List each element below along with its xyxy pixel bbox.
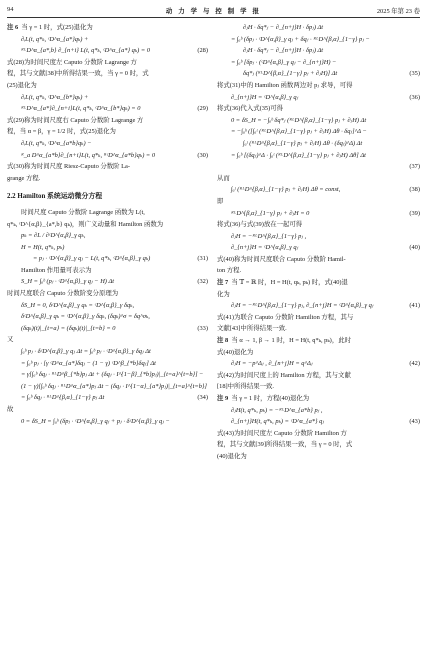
equation-number: (29) bbox=[197, 105, 208, 113]
equation-31 bbox=[7, 253, 208, 265]
note-label: 注 6 bbox=[7, 24, 19, 31]
equation-line: = ∫ₐᵇ [(δqⱼ)^Δ · ∫ₐᵗ (ᴿᴸD^{β,α}_{1−γ} pⱼ + ∂ⱼH) Δθ] Δt bbox=[231, 151, 366, 159]
paragraph-line: 式(40)称为时间尺度联合 Caputo 分数阶 Hamil- bbox=[217, 255, 346, 263]
note-text: 当 γ = 1 时，式(25)退化为 bbox=[21, 24, 93, 31]
equation-30 bbox=[7, 150, 208, 162]
equation-text: = pⱼ · ᶜD^{α,β}_γ qⱼ − L(t, q*ₖ, ᶜD^{α,β}_γ qₖ) bbox=[33, 255, 151, 263]
equation-34 bbox=[7, 392, 208, 404]
note-7 bbox=[217, 277, 420, 289]
paragraph-line: 式(42)为时间尺度上的 Hamilton 方程，其与文献 bbox=[217, 371, 351, 379]
equation-line: δS_H = 0, δᶜD^{α,β}_γ qₖ = ᶜD^{α,β}_γ δqₖ, bbox=[21, 301, 135, 309]
note-9 bbox=[217, 393, 420, 405]
paragraph-line: [18]中所得结果一致. bbox=[217, 383, 274, 391]
equation-38 bbox=[217, 184, 420, 196]
paragraph-line: 式(41)为联合 Caputo 分数阶 Hamilton 方程，其与 bbox=[217, 313, 354, 321]
paragraph-line: 式(30)称为时间尺度 Riesz-Caputo 分数阶 La- bbox=[7, 163, 131, 171]
note-label: 注 7 bbox=[217, 279, 229, 287]
paragraph-line: 程，其与文献[38]中所得结果一致，当 γ = 0 时，式 bbox=[7, 70, 149, 78]
equation-line: ∫ₐᵇ pⱼ · δᶜD^{α,β}_γ qⱼ Δt = ∫ₐᵇ pⱼ · ᶜD^{α,β}_γ δqⱼ Δt bbox=[21, 348, 151, 356]
equation-line: ∂ⱼH · δq*ⱼ − ∂_{n+j}H · δpⱼ) Δt bbox=[243, 47, 324, 55]
paragraph-line: (40)退化为 bbox=[217, 452, 247, 460]
equation-32 bbox=[7, 276, 208, 288]
paragraph-line: 将式(31)中的 Hamilton 函数两边对 pⱼ 求导，可得 bbox=[217, 81, 353, 89]
paragraph-line: 化为 bbox=[217, 290, 230, 298]
paragraph-line: ton 方程. bbox=[217, 267, 242, 275]
equation-line: ∂ⱼH · δq*ⱼ − ∂_{n+j}H · δpⱼ) Δt bbox=[243, 24, 324, 31]
journal-title: 动 力 学 与 控 制 学 报 bbox=[165, 8, 262, 15]
paragraph-line: 又 bbox=[7, 336, 14, 344]
equation-number: (43) bbox=[409, 418, 420, 426]
paragraph-line: 式(43)为时间尺度左 Caputo 分数阶 Hamilton 方 bbox=[217, 429, 347, 437]
equation-number: (31) bbox=[197, 255, 208, 263]
equation-42 bbox=[217, 358, 420, 370]
equation-28 bbox=[7, 45, 208, 57]
equation-line: 0 = δS_H = ∫ₐᵇ (δpⱼ · ᶜD^{α,β}_γ qⱼ + pⱼ · δᶜD^{α,β}_γ qⱼ − bbox=[21, 417, 170, 425]
equation-line: ∂ⱼH(t, q*ₖ, pₖ) = −ᴿᴸD^α_{a*b} pⱼ , bbox=[231, 406, 323, 414]
note-8 bbox=[217, 335, 420, 347]
paragraph-line: 式(29)称为时间尺度右 Caputo 分数阶 Lagrange 方 bbox=[7, 116, 144, 124]
paragraph-line: 式(40)退化为 bbox=[217, 348, 254, 356]
note-6 bbox=[7, 22, 208, 34]
equation-line: ∂ⱼH = −ᴿᴸD^{β,α}_{1−γ} pⱼ , bbox=[231, 232, 307, 240]
equation-number: (38) bbox=[409, 186, 420, 194]
paragraph-line: 时间尺度 Caputo 分数阶 Lagrange 函数为 L(t, bbox=[21, 208, 145, 216]
equation-text: ∂_{n+j}H(t, q*ₖ, pₖ) = ᶜD^α_{a*} qⱼ bbox=[231, 418, 325, 426]
left-column bbox=[7, 22, 208, 427]
equation-text: ∂ⱼH = −ᴿᴸD^{β,α}_{1−γ} pⱼ, ∂_{n+j}H = ᶜD^{α,β}_γ qⱼ bbox=[231, 302, 374, 310]
equation-40 bbox=[217, 242, 420, 254]
equation-text: ᴿᴸD^α_{a*}∂_{n+i}L(t, q*ₖ, ᶜD^α_{b*}qₖ) = 0 bbox=[21, 105, 141, 113]
equation-line: 0 = δS_H = −∫ₐᵇ δq*ⱼ (ᴿᴸD^{β,α}_{1−γ} pⱼ + ∂ⱼH) Δt bbox=[231, 116, 367, 124]
equation-text: ∂_{n+j}H = ᶜD^{α,β}_γ qⱼ bbox=[231, 93, 299, 101]
equation-line: ∂ᵢL(t, q*ₖ, ᶜD^α_{a*}qₖ) + bbox=[21, 35, 89, 43]
note-text: 当 α → 1, β → 1 时，H = H(t, q*ₖ, pₖ)，此时 bbox=[231, 337, 351, 345]
equation-text: = ∫ₐᵇ δqⱼ · ᴿᴸD^{β,α}_{1−γ} pⱼ Δt bbox=[21, 394, 105, 402]
paragraph-line: q*ₖ, ᶜD^{α,β}_{a*,b} qₖ)，则广义动量和 Hamilton 函数为 bbox=[7, 220, 164, 228]
equation-36 bbox=[217, 92, 420, 104]
paragraph-line: 式(28)为时间尺度左 Caputo 分数阶 Lagrange 方 bbox=[7, 58, 137, 66]
equation-line: δᶜD^{α,β}_γ qₖ = ᶜD^{α,β}_γ δqₖ, (δqₖ)^σ = δq^σₖ, bbox=[21, 313, 150, 321]
equation-text: ᴿᴸD^α_{a*,b} ∂_{n+i} L(t, q*ₖ, ᶜD^α_{a*} qₖ) = 0 bbox=[21, 47, 150, 55]
equation-text: ∫ₐᵗ (ᴿᴸD^{β,α}_{1−γ} pⱼ + ∂ⱼH) Δθ = const, bbox=[231, 186, 341, 194]
equation-text: δq*ⱼ (ᴿᴸD^{β,α}_{1−γ} pⱼ + ∂ⱼH)] Δt bbox=[243, 70, 338, 78]
equation-number: (42) bbox=[409, 360, 420, 368]
equation-43 bbox=[217, 416, 420, 428]
paragraph-line: 文献[43]中所得结果一致. bbox=[217, 325, 287, 333]
paragraph-line: Hamilton 作用量可表示为 bbox=[21, 266, 92, 274]
equation-number: (35) bbox=[409, 70, 420, 78]
equation-line: = −∫ₐᵇ ([∫ₐᵗ (ᴿᴸD^{β,α}_{1−γ} pⱼ + ∂ⱼH) Δθ · δqⱼ]^Δ − bbox=[231, 128, 367, 136]
equation-line: ∫ₐᵗ (ᴿᴸD^{β,α}_{1−γ} pⱼ + ∂ⱼH) Δθ · (δqⱼ)^Δ) Δt bbox=[243, 139, 363, 147]
equation-number: (39) bbox=[409, 209, 420, 217]
equation-line: = ∫ₐᵇ pⱼ · [γ ᶜD^α_{a*}δqⱼ − (1 − γ) ᶜD^β_{*b}δqⱼ] Δt bbox=[21, 359, 156, 367]
paragraph-line: 故 bbox=[7, 406, 14, 413]
equation-text: S_H = ∫ₐᵇ (pⱼ · ᶜD^{α,β}_γ qⱼ − H) Δt bbox=[21, 278, 115, 286]
equation-line: = γ[∫ₐᵇ δqⱼ · ᴿᴸD^β_{*b}pⱼ Δt + (δqⱼ · I^{1−β}_{*b}pⱼ)|_{t=a}^{t=b}] − bbox=[21, 371, 204, 379]
equation-line: pₖ = ∂L / ∂ᶜD^{α,β}_γ qₖ, bbox=[21, 232, 86, 240]
equation-line: = ∫ₐᵇ [δpⱼ · (ᶜD^{α,β}_γ qⱼ − ∂_{n+j}H) − bbox=[231, 58, 337, 66]
equation-text: ᴿᴸD^{β,α}_{1−γ} pⱼ + ∂ⱼH = 0 bbox=[231, 209, 310, 217]
equation-line: ∂ᵢL(t, q*ₖ, ᶜD^α_{b*}qₖ) + bbox=[21, 93, 89, 101]
equation-41 bbox=[217, 300, 420, 312]
page-number: 94 bbox=[7, 6, 14, 13]
equation-37-number-line bbox=[217, 161, 420, 173]
note-text: 当 𝕋 = ℝ 时，H = H(t, qₖ, pₖ) 时，式(40)退 bbox=[231, 279, 348, 287]
paragraph-line: 将式(36)代入式(35)可得 bbox=[217, 105, 284, 113]
equation-number: (36) bbox=[409, 93, 420, 101]
equation-text: ∂ⱼH = −p^Δⱼ , ∂_{n+j}H = q^Δⱼ bbox=[231, 360, 313, 368]
equation-number: (32) bbox=[197, 278, 208, 286]
equation-text: ᴿ_a D^α_{a*b}∂_{n+i}L(t, q*ₖ, ᴿᶜD^α_{a*b}qₖ) = 0 bbox=[21, 151, 156, 159]
equation-text: (δqₖ)(t)|_{t=a} = (δqₖ)(t)|_{t=b} = 0 bbox=[21, 324, 116, 332]
paragraph-line: 从而 bbox=[217, 174, 230, 182]
paragraph-line: grange 方程. bbox=[7, 174, 41, 182]
note-label: 注 8 bbox=[217, 337, 229, 345]
equation-line: (1 − γ)[∫ₐᵇ δqⱼ · ᴿᴸD^α_{a*}pⱼ Δt − (δqⱼ · I^{1−α}_{a*}pⱼ)|_{t=a}^{t=b}] bbox=[21, 382, 207, 390]
equation-number: (41) bbox=[409, 302, 420, 310]
equation-line: ∂ᵢL(t, q*ₖ, ᶜD^α_{a*b}qₖ) − bbox=[21, 139, 92, 147]
equation-39 bbox=[217, 208, 420, 220]
paragraph-line: 即 bbox=[217, 197, 224, 205]
equation-number: (28) bbox=[197, 47, 208, 55]
right-column bbox=[217, 22, 420, 463]
header-rule bbox=[7, 17, 420, 18]
note-label: 注 9 bbox=[217, 395, 229, 402]
paragraph-line: 将式(36)与式(39)放在一起可得 bbox=[217, 221, 303, 229]
note-text: 当 γ = 1 时，方程(40)退化为 bbox=[231, 395, 310, 402]
equation-line: H = H(t, q*ₖ, pₖ) bbox=[21, 243, 65, 251]
equation-29 bbox=[7, 103, 208, 115]
equation-text: ∂_{n+j}H = ᶜD^{α,β}_γ qⱼ bbox=[231, 244, 299, 252]
paragraph-line: 程，当 α = β，γ = 1/2 时，式(25)退化为 bbox=[7, 128, 116, 136]
paragraph-line: (25)退化为 bbox=[7, 81, 37, 89]
equation-number: (34) bbox=[197, 394, 208, 402]
equation-number: (40) bbox=[409, 244, 420, 252]
equation-number: (30) bbox=[197, 151, 208, 159]
year-issue: 2025 年第 23 卷 bbox=[376, 8, 420, 15]
equation-35 bbox=[217, 68, 420, 80]
equation-number: (37) bbox=[409, 163, 420, 171]
equation-33 bbox=[7, 323, 208, 335]
paragraph-line: 时间尺度联合 Caputo 分数阶变分原理为 bbox=[7, 290, 119, 298]
paragraph-line: 程，其与文献[39]所得结果一致，当 γ = 0 时，式 bbox=[217, 441, 353, 449]
equation-number: (33) bbox=[197, 324, 208, 332]
section-heading: 2.2 Hamilton 系统运动微分方程 bbox=[7, 193, 103, 201]
equation-line: = ∫ₐᵇ (δpⱼ · ᶜD^{α,β}_γ qⱼ + δqⱼ · ᴿᴸD^{β,α}_{1−γ} pⱼ − bbox=[231, 35, 370, 43]
